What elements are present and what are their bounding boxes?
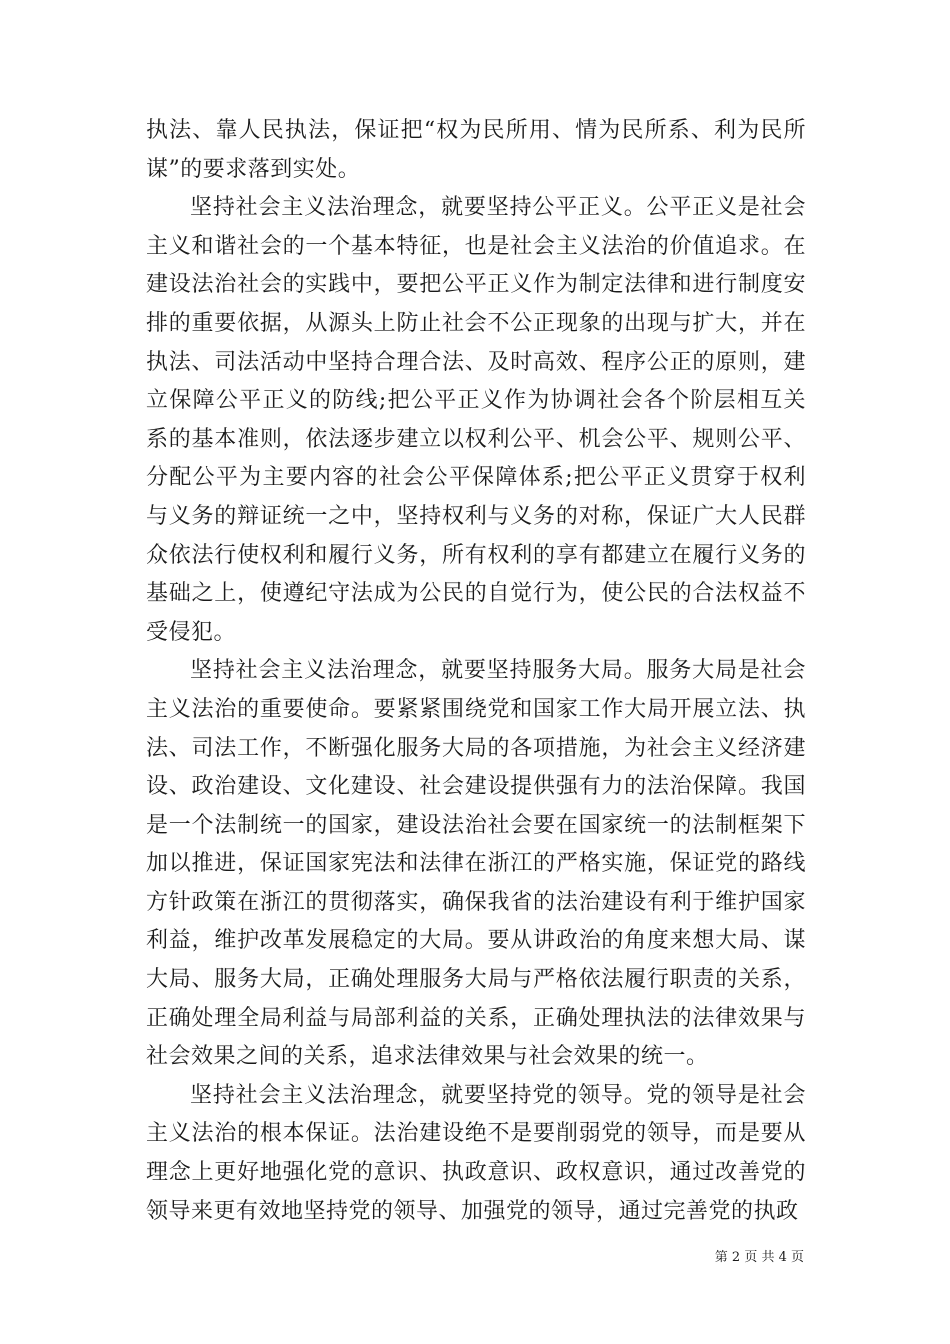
page-number: 第 2 页 共 4 页 [714, 1250, 804, 1265]
paragraph-serve-overall: 坚持社会主义法治理念，就要坚持服务大局。服务大局是社会主义法治的重要使命。要紧紧围绕党和国家工作大局开展立法、执法、司法工作，不断强化服务大局的各项措施，为社会主义经济建设、政治建设、文化建设、社会建设提供强有力的法治保障。我国是一个法制统一的国家，建设法治社会要在国家统一的法制框架下加以推进，保证国家宪法和法律在浙江的严格实施，保证党的路线方针政策在浙江的贯彻落实，确保我省的法治建设有利于维护国家利益，维护改革发展稳定的大局。要从讲政治的角度来想大局、谋大局、服务大局，正确处理服务大局与严格依法履行职责的关系，正确处理全局利益与局部利益的关系，正确处理执法的法律效果与社会效果之间的关系，追求法律效果与社会效果的统一。 [146, 658, 806, 1070]
document-body [146, 112, 806, 1231]
paragraph-continuation: 执法、靠人民执法，保证把“权为民所用、情为民所系、利为民所谋”的要求落到实处。 [146, 118, 806, 182]
paragraph-fairness-justice: 坚持社会主义法治理念，就要坚持公平正义。公平正义是社会主义和谐社会的一个基本特征，也是社会主义法治的价值追求。在建设法治社会的实践中，要把公平正义作为制定法律和进行制度安排的重要依据，从源头上防止社会不公正现象的出现与扩大，并在执法、司法活动中坚持合理合法、及时高效、程序公正的原则，建立保障公平正义的防线;把公平正义作为协调社会各个阶层相互关系的基本准则，依法逐步建立以权利公平、机会公平、规则公平、分配公平为主要内容的社会公平保障体系;把公平正义贯穿于权利与义务的辩证统一之中，坚持权利与义务的对称，保证广大人民群众依法行使权利和履行义务，所有权利的享有都建立在履行义务的基础之上，使遵纪守法成为公民的自觉行为，使公民的合法权益不受侵犯。 [146, 195, 806, 645]
paragraph-party-leadership: 坚持社会主义法治理念，就要坚持党的领导。党的领导是社会主义法治的根本保证。法治建设绝不是要削弱党的领导，而是要从理念上更好地强化党的意识、执政意识、政权意识，通过改善党的领导来更有效地坚持党的领导、加强党的领导，通过完善党的执政 [146, 1082, 806, 1224]
